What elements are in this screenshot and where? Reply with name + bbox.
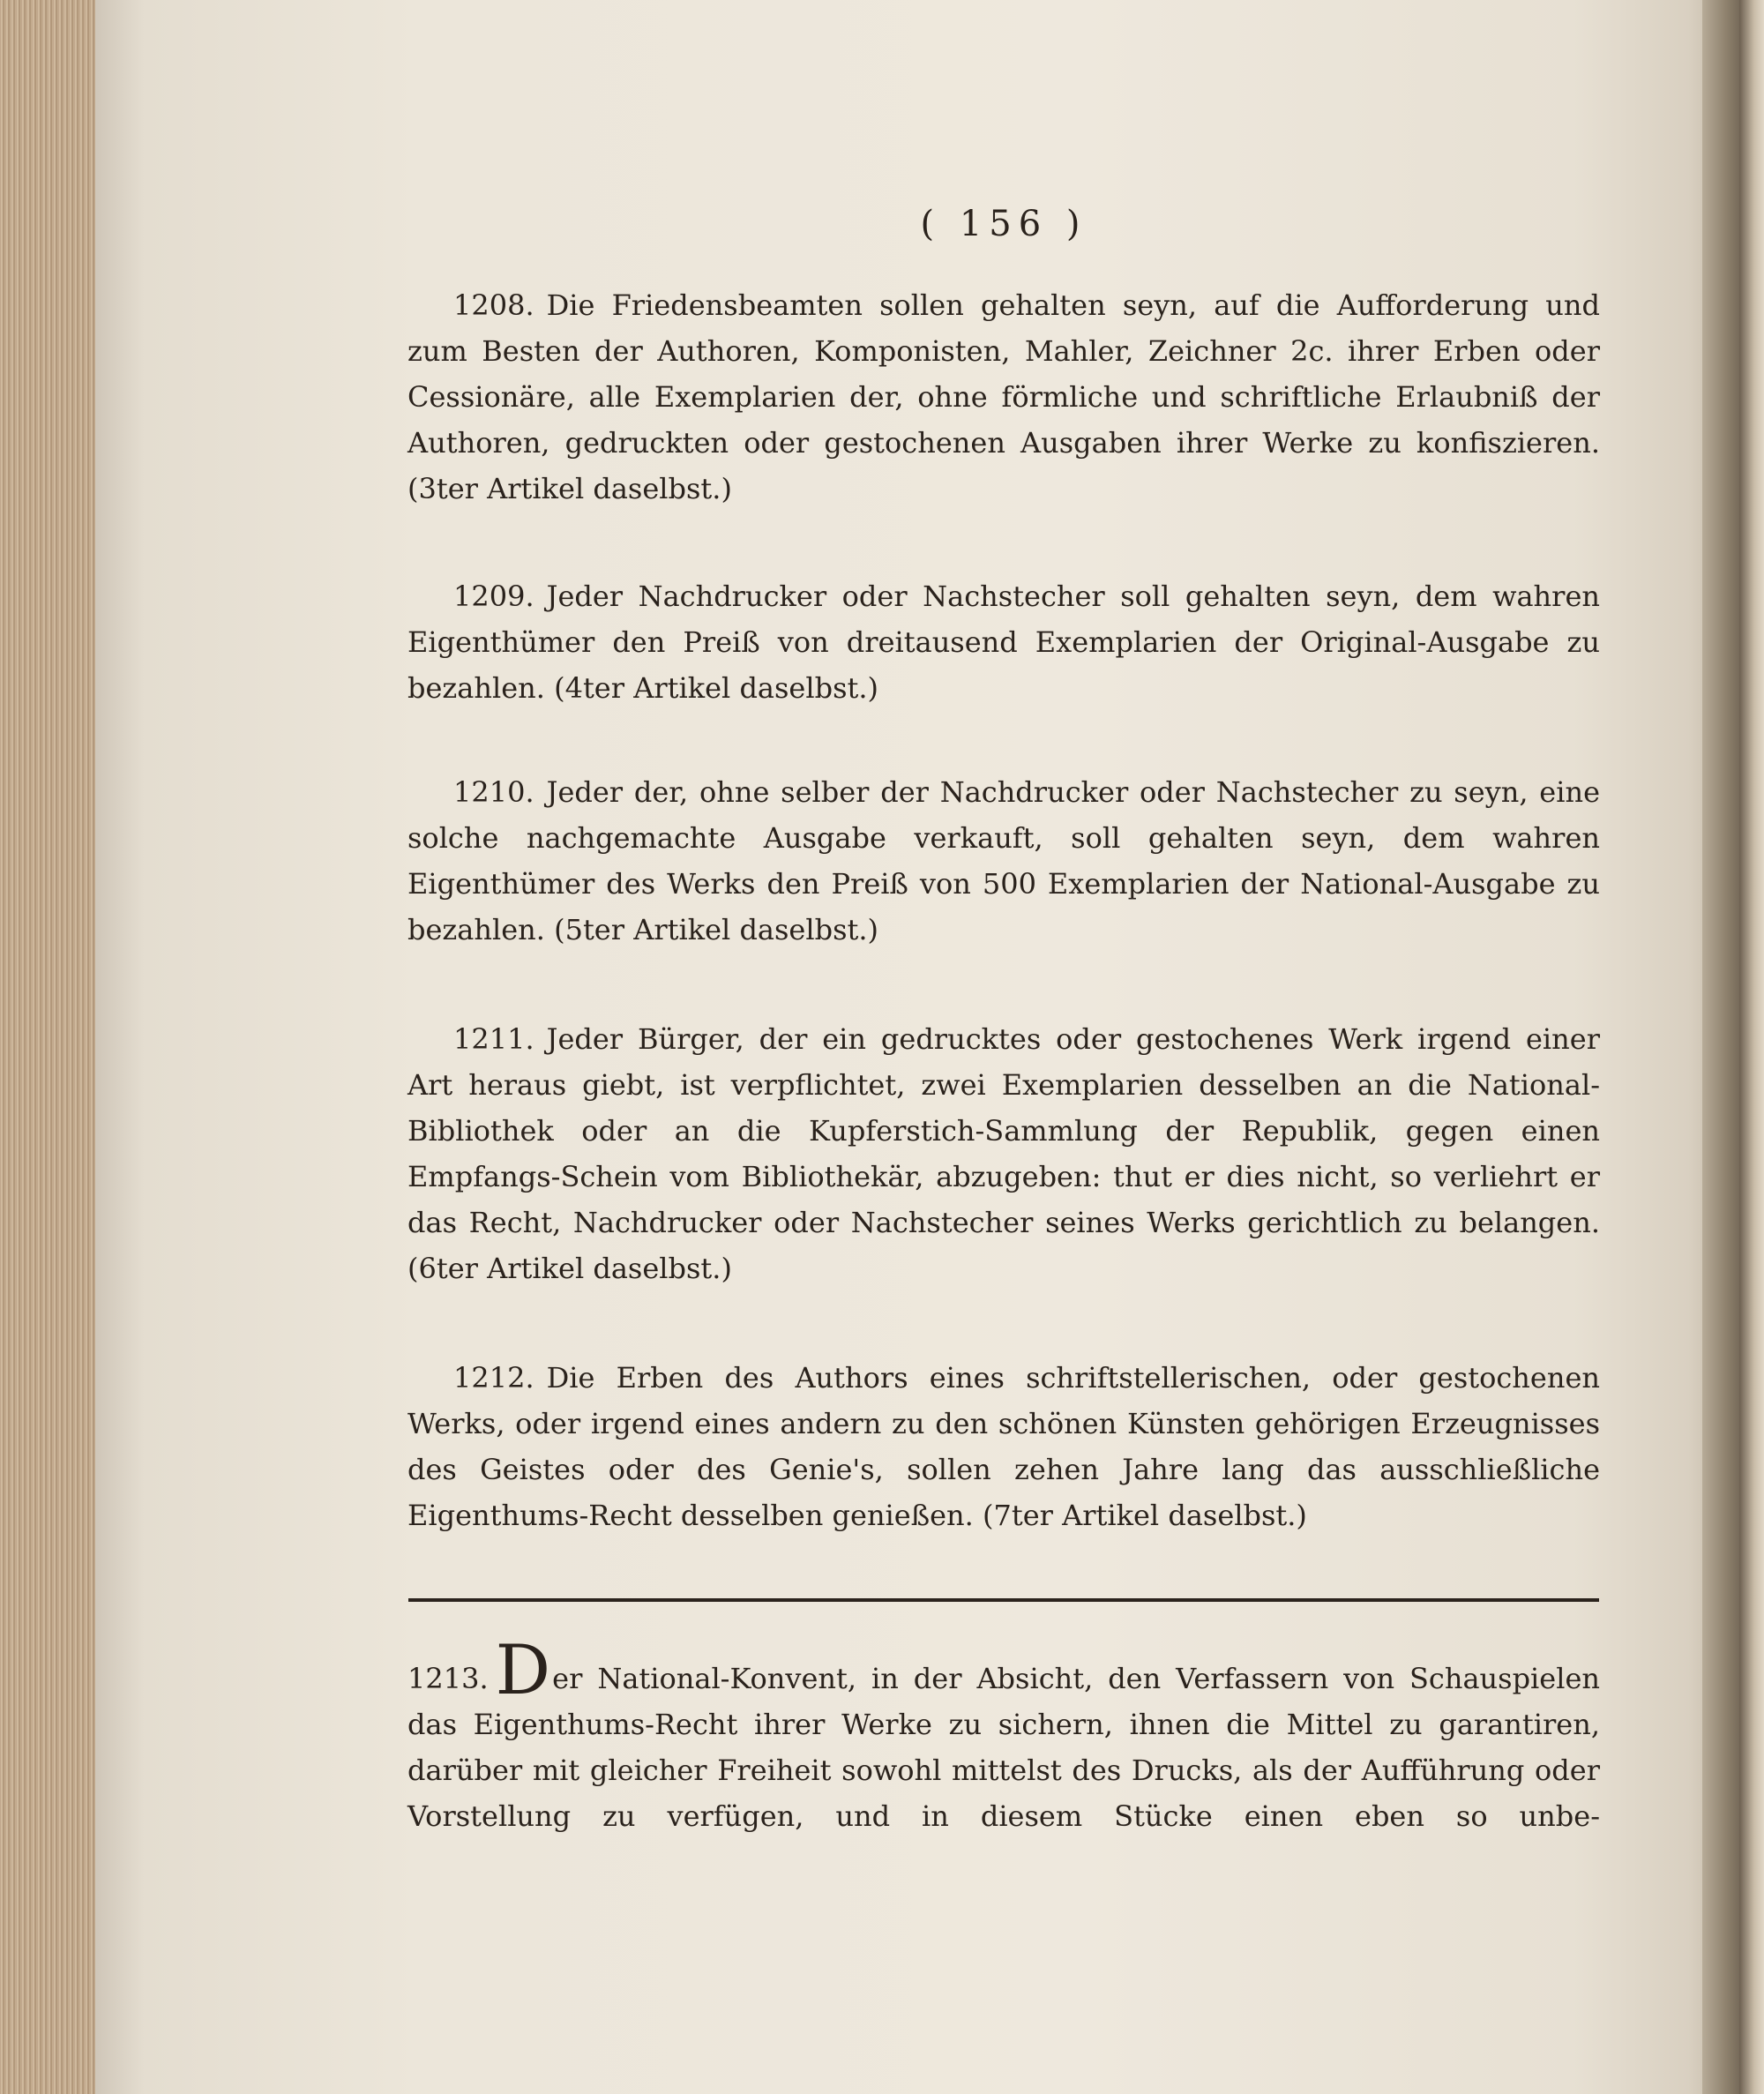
paragraph-text: Die Erben des Authors eines schriftstellerischen, oder gestochenen Werks, oder irgend eines andern zu den schönen Künsten gehörigen Erzeugnisses des Geistes oder des Genie's, sollen zehen Jahre lang das ausschließliche Eigenthums-Recht desselben genießen. (7ter Artikel daselbst.) [407,1361,1600,1532]
page-content [407,201,1600,1839]
paragraph-1208 [407,282,1600,512]
paragraph-number: 1212. [453,1361,534,1395]
paragraph-1213 [407,1631,1600,1839]
paragraph-number: 1209. [453,580,534,613]
paragraph-number: 1208. [453,288,534,322]
paragraph-text: Jeder Bürger, der ein gedrucktes oder gestochenes Werk irgend einer Art heraus giebt, ist verpflichtet, zwei Exemplarien desselben an die National-Bibliothek oder an die Kupferstich-Sammlung der Republik, gegen einen Empfangs-Schein vom Bibliothekär, abzugeben: thut er dies nicht, so verliehrt er das Recht, Nachdrucker oder Nachstecher seines Werks gerichtlich zu belangen. (6ter Artikel daselbst.) [407,1022,1600,1285]
page-number: ( 156 ) [920,204,1088,244]
paragraph-number: 1211. [453,1022,534,1056]
paragraph-1212 [407,1355,1600,1538]
paragraph-text: Jeder der, ohne selber der Nachdrucker oder Nachstecher zu seyn, eine solche nachgemachte Ausgabe verkauft, soll gehalten seyn, dem wahren Eigenthümer des Werks den Preiß von 500 Exemplarien der National-Ausgabe zu bezahlen. (5ter Artikel daselbst.) [407,775,1600,946]
paragraph-number: 1213. [407,1662,489,1695]
section-divider [408,1598,1599,1602]
paragraph-1209 [407,573,1600,711]
paragraph-text: er National-Konvent, in der Absicht, den Verfassern von Schauspielen das Eigenthums-Recht ihrer Werke zu sichern, ihnen die Mittel zu garantiren, darüber mit gleicher Freiheit sowohl mittelst des Drucks, als der Aufführung oder Vorstellung zu verfügen, und in diesem Stücke einen eben so unbe- [407,1662,1600,1833]
paragraph-1210 [407,769,1600,953]
drop-cap: D [495,1631,551,1710]
paragraph-1211 [407,1016,1600,1291]
paragraph-text: Die Friedensbeamten sollen gehalten seyn, auf die Aufforderung und zum Besten der Authoren, Komponisten, Mahler, Zeichner 2c. ihrer Erben oder Cessionäre, alle Exemplarien der, ohne förmliche und schriftliche Erlaubniß der Authoren, gedruckten oder gestochenen Ausgaben ihrer Werke zu konfiszieren. (3ter Artikel daselbst.) [407,288,1600,505]
paragraph-number: 1210. [453,775,534,809]
book-page-edges [0,0,100,2094]
paragraph-text: Jeder Nachdrucker oder Nachstecher soll gehalten seyn, dem wahren Eigenthümer den Preiß von dreitausend Exemplarien der Original-Ausgabe zu bezahlen. (4ter Artikel daselbst.) [407,580,1600,705]
facing-page-edge [1739,0,1764,2094]
